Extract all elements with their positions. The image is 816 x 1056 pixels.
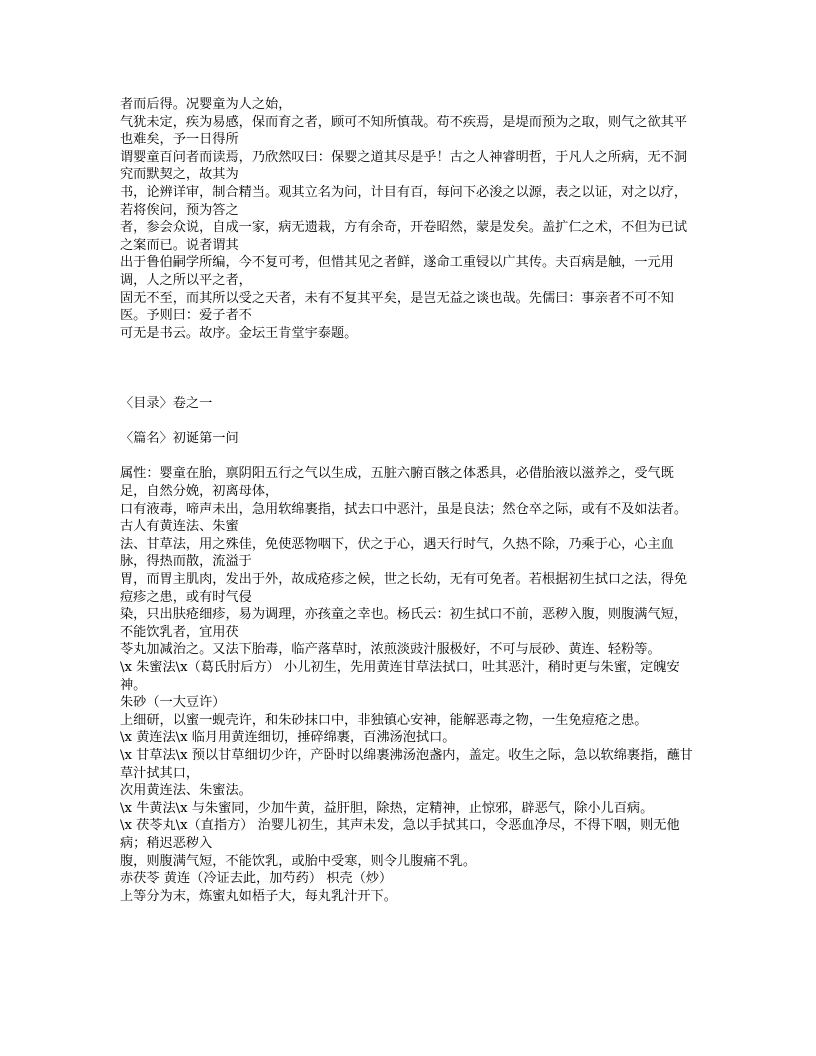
body-line: 属性：婴童在胎，禀阴阳五行之气以生成，五脏六腑百骸之体悉具，必借胎液以滋养之，受气既足，自然分娩，初离母体， <box>120 466 674 500</box>
preface-line: 可无是书云。故序。金坛王肯堂宇泰题。 <box>120 325 358 341</box>
body-line: \x 牛黄法\x 与朱蜜同，少加牛黄，益肝胆，除热，定精神，止惊邪，辟恶气，除小儿百病。 <box>120 800 654 816</box>
body-line: 苓丸加减治之。又法下胎毒，临产落草时，浓煎淡豉汁服极好，不可与辰砂、黄连、轻粉等。 <box>120 642 661 658</box>
body-line: 次用黄连法、朱蜜法。 <box>120 783 252 799</box>
body-line: 法、甘草法，用之殊佳，免使恶物咽下，伏之于心，遇天行时气，久热不除，乃乘于心，心主血脉，得热而散，流溢于 <box>120 536 674 570</box>
body-line: \x 黄连法\x 临月用黄连细切，捶碎绵裹，百沸汤泡拭口。 <box>120 730 456 746</box>
preface-line: 气犹未定，疾为易感，保而育之者，顾可不知所慎哉。苟不疾焉，是堤而预为之取，则气之欲其平也难矣，予一日得所 <box>120 114 688 148</box>
chapter-heading: 〈篇名〉初诞第一问 <box>120 431 239 447</box>
body-line: 染，只出肤疮细疹，易为调理，亦孩童之幸也。杨氏云：初生拭口不前，恶秽入腹，则腹满气短，不能饮乳者，宜用茯 <box>120 607 688 640</box>
body-line: 上等分为末，炼蜜丸如梧子大，每丸乳汁开下。 <box>120 888 397 904</box>
preface-line: 谓婴童百问者而读焉，乃欣然叹曰：保婴之道其尽是乎！古之人神睿明哲，于凡人之所病，无不洞究而默契之，故其为 <box>120 149 688 183</box>
body-line: 口有液毒，啼声未出，急用软绵裹指，拭去口中恶汁，虽是良法；然仓卒之际，或有不及如法者。古人有黄连法、朱蜜 <box>120 501 688 535</box>
preface-line: 出于鲁伯嗣学所编，今不复可考，但惜其见之者鲜，遂命工重锓以广其传。夫百病是触，一元用调，人之所以平之者， <box>120 255 674 288</box>
body-line: 腹，则腹满气短，不能饮乳，或胎中受寒，则令儿腹痛不乳。 <box>120 853 477 869</box>
catalog-heading: 〈目录〉卷之一 <box>120 396 213 412</box>
preface-section <box>120 96 700 342</box>
preface-line: 固无不至，而其所以受之天者，未有不复其平矣，是岂无益之谈也哉。先儒曰：事亲者不可不知医。予则曰：爱子者不 <box>120 290 674 324</box>
body-section <box>120 465 700 905</box>
body-line: \x 茯苓丸\x（直指方） 治婴儿初生，其声未发，急以手拭其口，令恶血净尽，不得下咽，则无他病；稍迟恶秽入 <box>120 818 680 851</box>
preface-line: 书，论辨详审，制合精当。观其立名为问，计目有百，每问下必浚之以源，表之以证，对之以疗，若将俟问，预为答之 <box>120 184 688 218</box>
document-page <box>120 96 700 905</box>
body-line: \x 朱蜜法\x（葛氏肘后方） 小儿初生，先用黄连甘草法拭口，吐其恶汁，稍时更与朱蜜，定魄安神。 <box>120 660 680 693</box>
preface-line: 者而后得。况婴童为人之始， <box>120 97 292 112</box>
preface-line: 者，参会众说，自成一家，病无遗栽，方有余奇，开卷昭然，蒙是发矣。盖扩仁之术，不但为已试之案而已。说者谓其 <box>120 220 688 253</box>
body-line: 朱砂（一大豆许） <box>120 695 226 711</box>
body-line: \x 甘草法\x 预以甘草细切少许，产卧时以绵裹沸汤泡盏内，盖定。收生之际，急以软绵裹指，蘸甘草汁拭其口， <box>120 747 693 781</box>
body-line: 胃，而胃主肌肉，发出于外，故成疮疹之候，世之长幼，无有可免者。若根据初生拭口之法，得免痘疹之患，或有时气侵 <box>120 572 688 605</box>
body-line: 上细研，以蜜一蚬壳许，和朱砂抹口中，非独镇心安神，能解恶毒之物，一生免痘疮之患。 <box>120 712 648 728</box>
body-line: 赤茯苓 黄连（冷证去此，加芍药） 枳壳（炒） <box>120 871 393 887</box>
